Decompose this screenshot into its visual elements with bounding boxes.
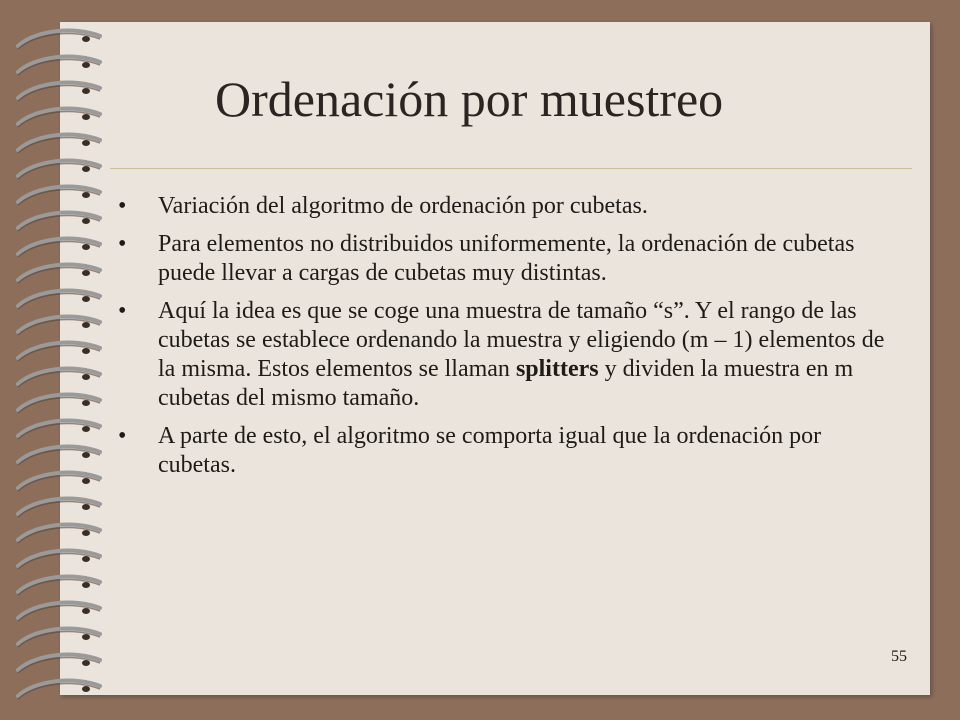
page-number: 55 bbox=[891, 648, 907, 665]
bullet-item bbox=[118, 230, 898, 288]
spiral-hole bbox=[82, 140, 90, 146]
spiral-hole bbox=[82, 270, 90, 276]
bold-term: splitters bbox=[515, 356, 599, 382]
spiral-hole bbox=[82, 504, 90, 510]
spiral-hole bbox=[82, 400, 90, 406]
spiral-hole bbox=[82, 634, 90, 640]
title-divider bbox=[110, 168, 912, 169]
bullet-item bbox=[118, 422, 898, 480]
spiral-hole bbox=[82, 36, 90, 42]
bullet-text: y dividen la muestra en m cubetas del mismo tamaño. bbox=[158, 356, 854, 411]
spiral-hole bbox=[82, 166, 90, 172]
bullet-text: A parte de esto, el algoritmo se comporta igual que la ordenación por cubetas. bbox=[158, 423, 822, 478]
spiral-hole bbox=[82, 686, 90, 692]
spiral-hole bbox=[82, 374, 90, 380]
spiral-hole bbox=[82, 348, 90, 354]
spiral-hole bbox=[82, 608, 90, 614]
bullet-list bbox=[118, 192, 898, 489]
bullet-icon: • bbox=[118, 298, 127, 324]
spiral-hole bbox=[82, 660, 90, 666]
spiral-hole bbox=[82, 452, 90, 458]
spiral-hole bbox=[82, 582, 90, 588]
spiral-hole bbox=[82, 556, 90, 562]
bullet-text: Para elementos no distribuidos uniformemente, la ordenación de cubetas puede llevar a cargas de cubetas muy distintas. bbox=[158, 231, 855, 286]
bullet-icon: • bbox=[118, 193, 127, 219]
spiral-hole bbox=[82, 478, 90, 484]
spiral-hole bbox=[82, 218, 90, 224]
bullet-item bbox=[118, 192, 898, 221]
spiral-binding-icon bbox=[0, 0, 125, 720]
bullet-text: Variación del algoritmo de ordenación por cubetas. bbox=[158, 193, 648, 219]
spiral-hole bbox=[82, 322, 90, 328]
spiral-hole bbox=[82, 88, 90, 94]
bullet-text: Aquí la idea es que se coge una muestra de tamaño “s”. Y el rango de las cubetas se establece ordenando la muestra y eligiendo (m – 1) elementos de la misma. Estos elementos se llaman bbox=[158, 298, 885, 382]
spiral-hole bbox=[82, 62, 90, 68]
spiral-hole bbox=[82, 244, 90, 250]
spiral-hole bbox=[82, 426, 90, 432]
bullet-item bbox=[118, 297, 898, 413]
spiral-hole bbox=[82, 296, 90, 302]
bullet-icon: • bbox=[118, 231, 127, 257]
spiral-hole bbox=[82, 530, 90, 536]
slide-title: Ordenación por muestreo bbox=[215, 71, 724, 127]
bullet-icon: • bbox=[118, 423, 127, 449]
spiral-hole bbox=[82, 114, 90, 120]
spiral-hole bbox=[82, 192, 90, 198]
